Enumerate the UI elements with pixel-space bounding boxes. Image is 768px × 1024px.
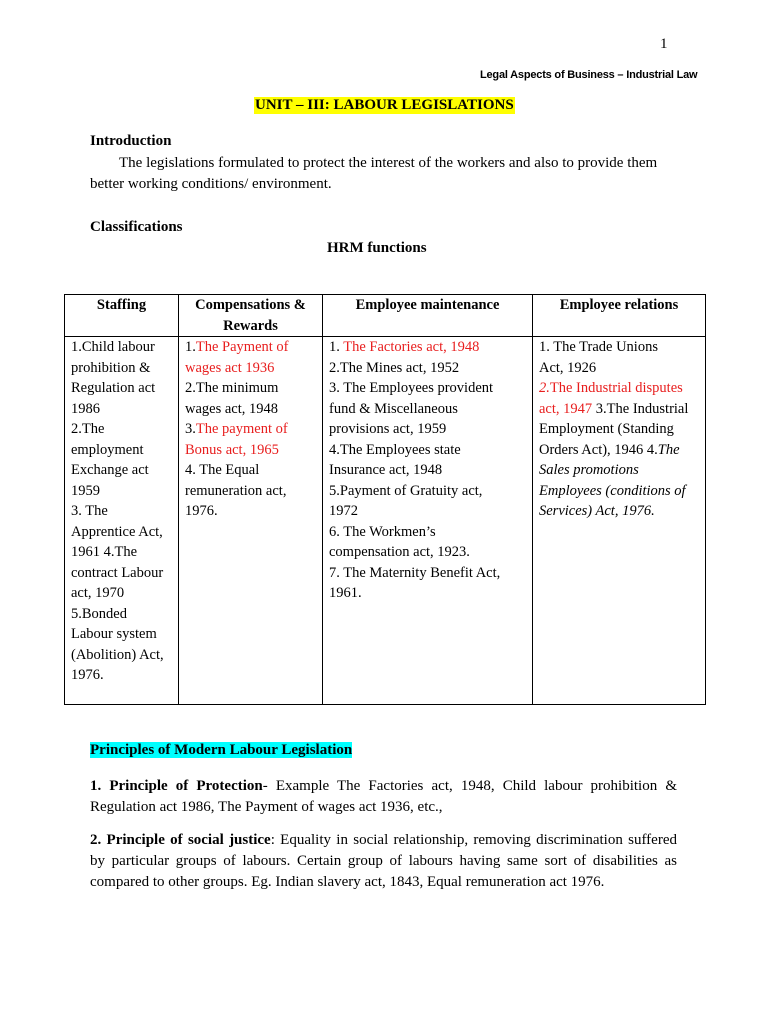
list-item-highlighted: The Industrial disputes (549, 380, 683, 396)
list-item: 5.Bonded (71, 605, 127, 622)
list-item: 3. The Employees provident (329, 380, 494, 396)
list-item: 6. The Workmen’s (329, 523, 436, 540)
principle-protection-label: 1. Principle of Protection (90, 778, 263, 794)
list-item: remuneration act, (185, 482, 287, 499)
list-number: 2. (71, 421, 82, 437)
unit-title: UNIT – III: LABOUR LEGISLATIONS (255, 97, 514, 113)
list-item: act, 1970 (71, 585, 125, 601)
list-item-italic: Services) Act, 1976. (539, 503, 655, 519)
list-item-highlighted: The payment of (195, 421, 288, 437)
list-item: 1961. (329, 585, 362, 601)
list-item: 2.The Mines act, 1952 (329, 359, 460, 376)
list-item: Employment (Standing (539, 421, 674, 437)
maintenance-cell (323, 337, 533, 705)
header-staffing: Staffing (65, 295, 179, 337)
header-compensations: Compensations & Rewards (179, 295, 323, 337)
hrm-functions-heading: HRM functions (327, 240, 427, 256)
list-number: 1. (185, 339, 196, 355)
list-item: Labour system (71, 626, 157, 642)
list-item: prohibition & (71, 359, 151, 376)
list-item: provisions act, 1959 (329, 421, 447, 437)
list-item: 1961 4.The (71, 544, 138, 560)
list-item: 1976. (71, 667, 104, 683)
principle-protection-text: Regulation act 1986, The Payment of wages act 1936, etc., (90, 799, 443, 815)
principle-social-justice-text: by particular groups of labours. Certain group of labours having same sort of disabilities as (90, 853, 677, 869)
list-item: contract Labour (71, 564, 164, 581)
list-item-highlighted: The Payment of (195, 339, 289, 355)
introduction-text-line1: The legislations formulated to protect the interest of the workers and also to provide them (119, 155, 658, 171)
principle-protection (90, 776, 677, 818)
principles-heading: Principles of Modern Labour Legislation (90, 742, 353, 758)
list-item: fund & Miscellaneous (329, 400, 458, 417)
compensation-cell (179, 337, 323, 705)
header-relations: Employee relations (533, 295, 706, 337)
principle-social-justice (90, 830, 677, 893)
list-item: 4. The Equal (185, 462, 260, 478)
list-number: 1. (71, 339, 82, 355)
list-item: 1. The Trade Unions (539, 339, 658, 355)
header-maintenance: Employee maintenance (323, 295, 533, 337)
list-item: wages act, 1948 (185, 400, 279, 417)
running-header: Legal Aspects of Business – Industrial Law (480, 69, 698, 81)
page-number: 1 (660, 36, 668, 52)
list-item: Exchange act (71, 462, 149, 478)
list-item-italic: Sales promotions (539, 462, 639, 478)
list-item: 4.The Employees state (329, 441, 461, 458)
list-item: (Abolition) Act, (71, 646, 164, 663)
list-item: compensation act, 1923. (329, 544, 470, 560)
list-item-highlighted: wages act 1936 (185, 359, 275, 376)
list-item: 1976. (185, 503, 218, 519)
list-item: 5.Payment of Gratuity act, (329, 482, 483, 499)
list-item: Regulation act (71, 380, 156, 396)
list-item: employment (71, 441, 144, 458)
list-number: 1. (329, 339, 344, 355)
list-item: Orders Act), 1946 4. (539, 441, 658, 458)
list-item-highlighted: act, 1947 (539, 400, 593, 417)
list-item: Insurance act, 1948 (329, 462, 443, 478)
list-item: 3.The Industrial (592, 400, 689, 417)
list-item: The (85, 503, 108, 519)
list-item: Apprentice Act, (71, 523, 163, 540)
list-item-highlighted: The Factories act, 1948 (343, 339, 480, 355)
list-item: Act, 1926 (539, 359, 597, 376)
principle-social-justice-text: : Equality in social relationship, removing discrimination suffered (270, 832, 677, 848)
list-item: 1972 (329, 503, 358, 519)
list-item: Child labour (81, 339, 155, 355)
introduction-heading: Introduction (90, 133, 172, 149)
list-item-italic: Employees (conditions of (539, 482, 686, 499)
list-item: 2.The minimum (185, 380, 279, 396)
relations-cell (533, 337, 706, 705)
principle-social-justice-text: compared to other groups. Eg. Indian slavery act, 1843, Equal remuneration act 1976. (90, 874, 605, 890)
list-number: 3. (71, 503, 82, 519)
staffing-cell (65, 337, 179, 705)
list-item: 1959 (71, 482, 100, 499)
list-item-italic: The (657, 441, 680, 458)
principle-social-justice-label: 2. Principle of social justice (90, 832, 271, 848)
list-item: 1986 (71, 400, 100, 417)
list-item: 7. The Maternity Benefit Act, (329, 564, 501, 581)
introduction-text-line2: better working conditions/ environment. (90, 176, 332, 192)
principle-protection-text: - Example The Factories act, 1948, Child labour prohibition & (262, 778, 677, 794)
list-number: 3. (185, 421, 196, 437)
list-item-highlighted: Bonus act, 1965 (185, 441, 279, 458)
classifications-heading: Classifications (90, 219, 183, 235)
hrm-functions-table (64, 294, 706, 705)
list-item: The (81, 421, 105, 437)
list-number: 2. (539, 380, 550, 396)
